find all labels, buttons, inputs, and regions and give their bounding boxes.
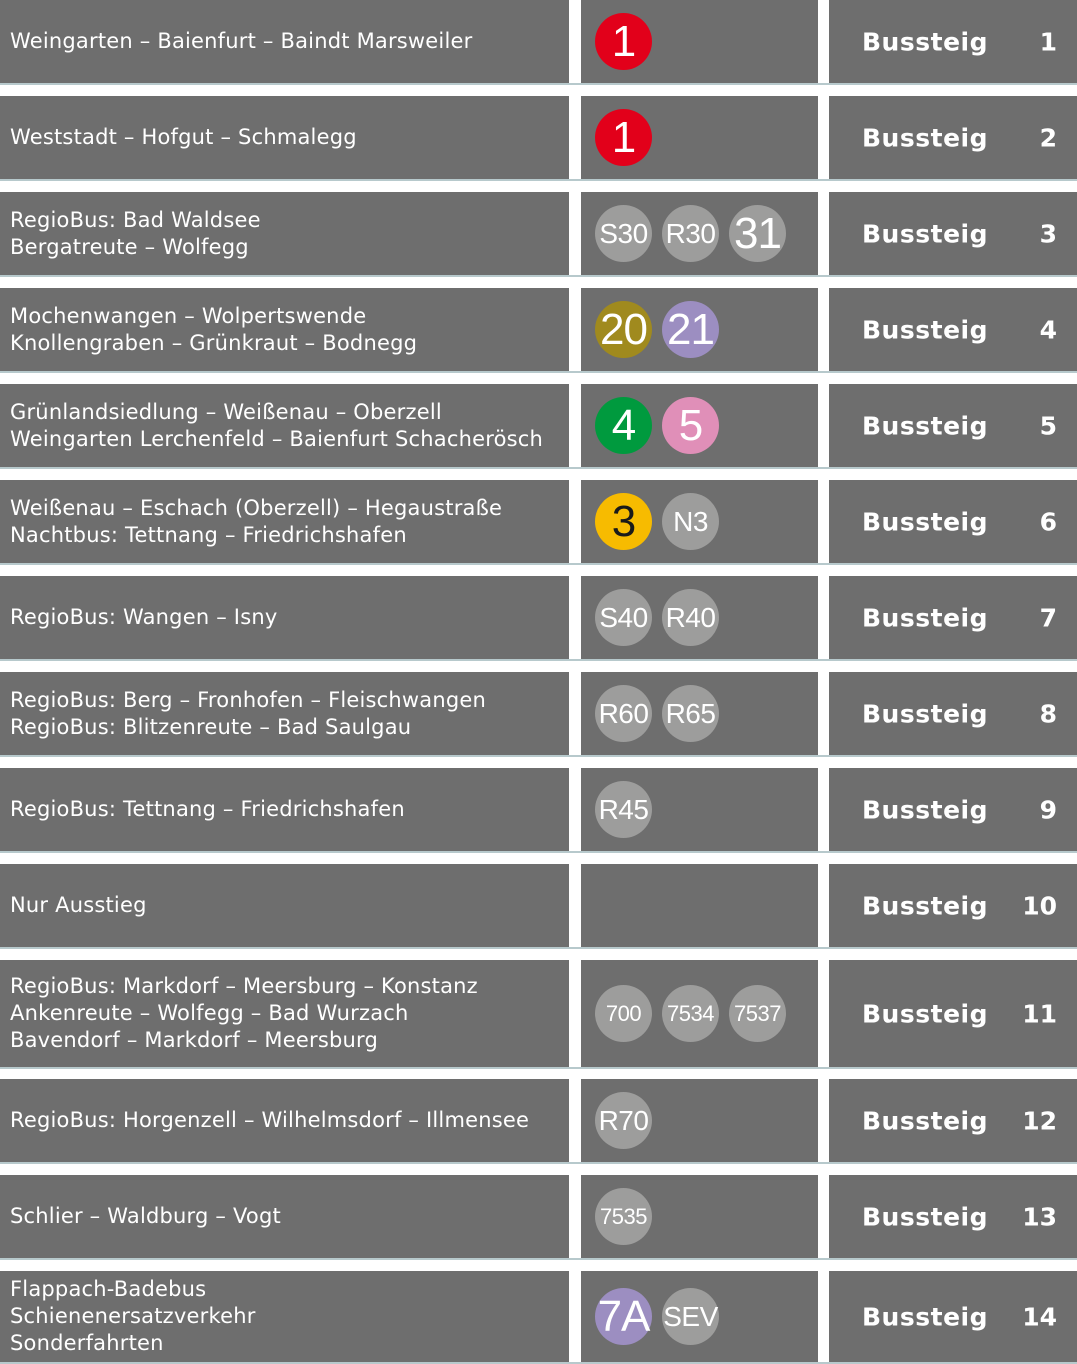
destination-cell <box>0 1175 569 1258</box>
platform-number: 9 <box>1039 795 1057 824</box>
platform-label: Bussteig <box>862 315 988 344</box>
destination-cell <box>0 0 569 83</box>
platform-cell <box>829 1271 1077 1362</box>
line-badge: R70 <box>595 1092 652 1149</box>
platform-number: 2 <box>1039 123 1057 152</box>
line-badge: SEV <box>662 1288 719 1345</box>
platform-number: 7 <box>1039 603 1057 632</box>
destination-list <box>10 892 147 919</box>
line-badges-cell <box>581 96 818 179</box>
line-badges-cell <box>581 672 818 755</box>
destination-text: Sonderfahrten <box>10 1331 164 1355</box>
line-badge: 3 <box>595 493 652 550</box>
line-badges-cell <box>581 1175 818 1258</box>
line-badge: R40 <box>662 589 719 646</box>
destination-cell <box>0 672 569 755</box>
destination-text: Weststadt – Hofgut – Schmalegg <box>10 125 357 149</box>
platform-number: 11 <box>1022 999 1057 1028</box>
platform-label: Bussteig <box>862 999 988 1028</box>
platform-label: Bussteig <box>862 123 988 152</box>
line-badge: R60 <box>595 685 652 742</box>
destination-text: Schlier – Waldburg – Vogt <box>10 1204 281 1228</box>
destination-text: RegioBus: Markdorf – Meersburg – Konstanz <box>10 974 478 998</box>
destination-cell <box>0 768 569 851</box>
platform-cell <box>829 864 1077 947</box>
line-badges-cell <box>581 384 818 467</box>
line-badge: R65 <box>662 685 719 742</box>
destination-cell <box>0 864 569 947</box>
destination-cell <box>0 1079 569 1162</box>
platform-cell <box>829 672 1077 755</box>
destination-list <box>10 973 478 1054</box>
platform-number: 12 <box>1022 1106 1057 1135</box>
destination-text: RegioBus: Horgenzell – Wilhelmsdorf – Illmensee <box>10 1108 530 1132</box>
destination-text: Bavendorf – Markdorf – Meersburg <box>10 1028 378 1052</box>
platform-row <box>0 1175 1077 1258</box>
destination-cell <box>0 576 569 659</box>
destination-list <box>10 687 486 741</box>
destination-cell <box>0 96 569 179</box>
platform-label: Bussteig <box>862 1106 988 1135</box>
line-badge: R30 <box>662 205 719 262</box>
line-badge: N3 <box>662 493 719 550</box>
line-badge: 5 <box>662 397 719 454</box>
destination-list <box>10 124 357 151</box>
platform-number: 6 <box>1039 507 1057 536</box>
platform-row <box>0 1079 1077 1162</box>
platform-label: Bussteig <box>862 699 988 728</box>
platform-row <box>0 1271 1077 1362</box>
destination-cell <box>0 960 569 1067</box>
destination-text: Weingarten Lerchenfeld – Baienfurt Schacherösch <box>10 426 544 451</box>
platform-row <box>0 672 1077 755</box>
destination-cell <box>0 480 569 563</box>
destination-text: Schienenersatzverkehr <box>10 1304 256 1328</box>
line-badges-cell <box>581 480 818 563</box>
line-badge: 7535 <box>595 1188 652 1245</box>
destination-list <box>10 1276 256 1357</box>
destination-text: Mochenwangen – Wolpertswende <box>10 303 367 328</box>
destination-list <box>10 604 277 631</box>
platform-cell <box>829 288 1077 371</box>
destination-text: Flappach-Badebus <box>10 1277 207 1301</box>
line-badge: 700 <box>595 985 652 1042</box>
platform-row <box>0 864 1077 947</box>
line-badges-cell <box>581 192 818 275</box>
destination-list <box>10 1107 529 1134</box>
platform-cell <box>829 192 1077 275</box>
platform-label: Bussteig <box>862 27 988 56</box>
destination-text: Nachtbus: Tettnang – Friedrichshafen <box>10 522 407 547</box>
destination-list <box>10 495 502 549</box>
platform-label: Bussteig <box>862 603 988 632</box>
platform-label: Bussteig <box>862 219 988 248</box>
destination-text: RegioBus: Wangen – Isny <box>10 605 278 629</box>
platform-number: 8 <box>1039 699 1057 728</box>
platform-label: Bussteig <box>862 507 988 536</box>
line-badges-cell <box>581 768 818 851</box>
destination-list <box>10 207 261 261</box>
platform-label: Bussteig <box>862 1202 988 1231</box>
line-badge: 1 <box>595 13 652 70</box>
destination-text: Knollengraben – Grünkraut – Bodnegg <box>10 330 418 355</box>
destination-text: Weißenau – Eschach (Oberzell) – Hegaustraße <box>10 495 503 520</box>
destination-list <box>10 28 472 55</box>
destination-cell <box>0 192 569 275</box>
destination-cell <box>0 288 569 371</box>
destination-list <box>10 1203 281 1230</box>
line-badges-cell <box>581 1079 818 1162</box>
platform-row <box>0 768 1077 851</box>
destination-text: RegioBus: Tettnang – Friedrichshafen <box>10 797 405 821</box>
platform-number: 4 <box>1039 315 1057 344</box>
destination-text: Ankenreute – Wolfegg – Bad Wurzach <box>10 1001 409 1025</box>
line-badges-cell <box>581 1271 818 1362</box>
platform-row <box>0 288 1077 371</box>
line-badge: S30 <box>595 205 652 262</box>
platform-number: 5 <box>1039 411 1057 440</box>
line-badge: 21 <box>662 301 719 358</box>
platform-label: Bussteig <box>862 891 988 920</box>
destination-cell <box>0 1271 569 1362</box>
platform-label: Bussteig <box>862 1302 988 1331</box>
platform-row <box>0 0 1077 83</box>
platform-cell <box>829 384 1077 467</box>
platform-cell <box>829 480 1077 563</box>
platform-cell <box>829 1079 1077 1162</box>
destination-text: RegioBus: Berg – Fronhofen – Fleischwangen <box>10 687 487 712</box>
line-badge: 20 <box>595 301 652 358</box>
destination-list <box>10 399 543 453</box>
line-badges-cell <box>581 576 818 659</box>
line-badge: R45 <box>595 781 652 838</box>
line-badge: S40 <box>595 589 652 646</box>
destination-text: Bergatreute – Wolfegg <box>10 234 249 259</box>
line-badge: 7A <box>595 1288 652 1345</box>
line-badges-cell <box>581 288 818 371</box>
platform-row <box>0 960 1077 1067</box>
platform-row <box>0 192 1077 275</box>
platform-number: 13 <box>1022 1202 1057 1231</box>
destination-cell <box>0 384 569 467</box>
platform-number: 3 <box>1039 219 1057 248</box>
platform-cell <box>829 1175 1077 1258</box>
platform-cell <box>829 960 1077 1067</box>
line-badge: 31 <box>729 205 786 262</box>
platform-number: 14 <box>1022 1302 1057 1331</box>
destination-list <box>10 796 405 823</box>
platform-number: 1 <box>1039 27 1057 56</box>
destination-text: RegioBus: Bad Waldsee <box>10 207 261 232</box>
platform-number: 10 <box>1022 891 1057 920</box>
line-badges-cell <box>581 960 818 1067</box>
line-badge: 7534 <box>662 985 719 1042</box>
destination-text: Grünlandsiedlung – Weißenau – Oberzell <box>10 399 442 424</box>
destination-list <box>10 303 417 357</box>
destination-text: RegioBus: Blitzenreute – Bad Saulgau <box>10 714 412 739</box>
line-badge: 1 <box>595 109 652 166</box>
platform-row <box>0 480 1077 563</box>
platform-label: Bussteig <box>862 795 988 824</box>
line-badge: 4 <box>595 397 652 454</box>
line-badge: 7537 <box>729 985 786 1042</box>
platform-label: Bussteig <box>862 411 988 440</box>
platform-row <box>0 96 1077 179</box>
line-badges-cell <box>581 0 818 83</box>
platform-cell <box>829 768 1077 851</box>
platform-row <box>0 576 1077 659</box>
platform-cell <box>829 576 1077 659</box>
platform-row <box>0 384 1077 467</box>
line-badges-cell <box>581 864 818 947</box>
destination-text: Nur Ausstieg <box>10 893 147 917</box>
platform-cell <box>829 96 1077 179</box>
destination-text: Weingarten – Baienfurt – Baindt Marsweiler <box>10 29 473 53</box>
platform-cell <box>829 0 1077 83</box>
